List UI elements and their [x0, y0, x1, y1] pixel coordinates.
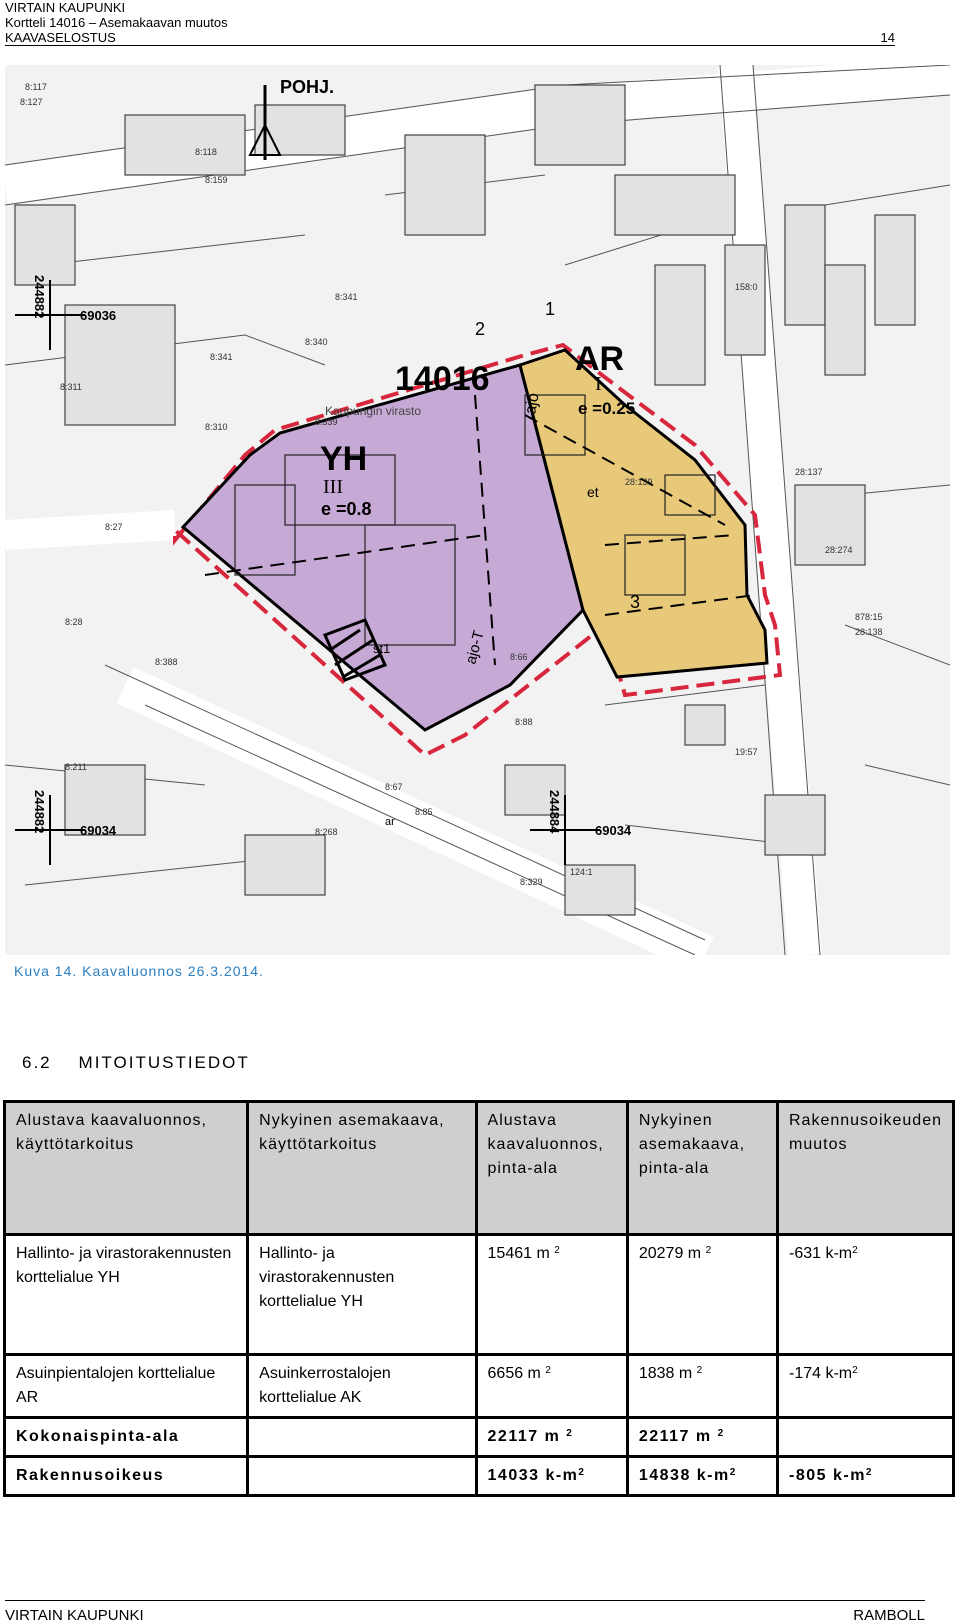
area-value: 1838 m [638, 1365, 693, 1382]
area-value: 20279 m [638, 1245, 702, 1262]
area-number-3: 3 [630, 592, 641, 612]
lot-label: 158:0 [735, 282, 758, 292]
table-cell: Asuinkerrostalojen korttelialue AK [248, 1355, 476, 1418]
lot-label: 8:339 [315, 417, 338, 427]
lot-label: 8:341 [335, 292, 358, 302]
unit-superscript: 2 [852, 1365, 858, 1376]
north-label: POHJ. [280, 77, 335, 97]
table-header: Nykyinen asemakaava, käyttötarkoitus [248, 1102, 476, 1235]
page-number: 14 [880, 30, 895, 45]
lot-label: 8:311 [60, 382, 82, 392]
total-rights-value: -805 k-m [789, 1467, 866, 1484]
total-rights-row [5, 1457, 954, 1496]
coord-tl-y: 69036 [80, 308, 117, 323]
lot-label: 8:127 [20, 97, 43, 107]
ar-floors: I [595, 373, 602, 395]
yh-floors: III [323, 476, 343, 498]
area-value: 15461 m [487, 1245, 550, 1262]
table-cell [627, 1235, 777, 1355]
page-footer [5, 1600, 925, 1624]
lot-label: 8:341 [210, 352, 233, 362]
unit-superscript: 2 [865, 1467, 873, 1478]
section-number: 6.2 [22, 1053, 52, 1072]
header-doc: KAAVASELOSTUS [5, 30, 116, 45]
et-label: et [587, 484, 599, 500]
section-heading [22, 1053, 250, 1073]
lot-label: 8:118 [195, 147, 217, 157]
table-cell: Asuinpientalojen korttelialue AR [5, 1355, 248, 1418]
footer-org: VIRTAIN KAUPUNKI [5, 1607, 144, 1624]
lot-label: 28:138 [855, 627, 883, 637]
ajo-label: ajo [522, 391, 543, 416]
office-label: Kaupungin virasto [325, 404, 422, 418]
lot-label: 8:268 [315, 827, 338, 837]
lot-label: 8:310 [205, 422, 228, 432]
table-cell [476, 1355, 627, 1418]
table-cell [248, 1418, 476, 1457]
road [5, 525, 175, 535]
table-cell [778, 1457, 954, 1496]
total-area-value: 22117 m [487, 1428, 561, 1445]
dimensions-table [3, 1100, 955, 1497]
lot-label: 8:211 [65, 762, 87, 772]
lot-label: 124:1 [570, 867, 593, 877]
total-rights-value: 14838 k-m [638, 1467, 730, 1484]
table-cell [476, 1235, 627, 1355]
section-title: MITOITUSTIEDOT [78, 1053, 250, 1072]
ar-efficiency: e =0.25 [578, 399, 636, 418]
lot-label: 8:159 [205, 175, 228, 185]
lot-label: 8:67 [385, 782, 403, 792]
rights-value: -174 k-m [789, 1365, 853, 1382]
lot-label: 28:274 [825, 545, 853, 555]
table-cell [778, 1355, 954, 1418]
unit-superscript: 2 [729, 1467, 737, 1478]
coord-tl-x: 244882 [32, 275, 47, 319]
area-number-2: 2 [475, 319, 486, 339]
ajo-t-label: ajo-T [462, 628, 488, 667]
zone-ar-label: AR [575, 340, 625, 378]
table-cell [627, 1418, 777, 1457]
lot-label: 8:117 [25, 82, 47, 92]
coord-br-y: 69034 [595, 823, 632, 838]
lot-label: 8:329 [520, 877, 543, 887]
table-header: Alustava kaavaluonnos, käyttötarkoitus [5, 1102, 248, 1235]
coord-bl-x: 244882 [32, 790, 47, 834]
total-rights-value: 14033 k-m [487, 1467, 579, 1484]
figure-caption: Kuva 14. Kaavaluonnos 26.3.2014. [14, 963, 264, 979]
yh-efficiency: e =0.8 [321, 499, 372, 519]
table-header: Nykyinen asemakaava, pinta-ala [627, 1102, 777, 1235]
table-cell [778, 1235, 954, 1355]
table-cell [627, 1457, 777, 1496]
total-area-label: Kokonaispinta-ala [5, 1418, 248, 1457]
unit-superscript: 2 [696, 1365, 703, 1376]
st-label: st1 [373, 641, 391, 656]
area-value: 6656 m [487, 1365, 541, 1382]
lot-label: 8:66 [510, 652, 528, 662]
zoning-map [5, 65, 950, 955]
table-row [5, 1355, 954, 1418]
block-number: 14016 [395, 360, 490, 398]
unit-superscript: 2 [705, 1245, 712, 1256]
total-rights-label: Rakennusoikeus [5, 1457, 248, 1496]
table-cell [627, 1355, 777, 1418]
unit-superscript: 2 [554, 1245, 560, 1256]
table-cell [778, 1418, 954, 1457]
lot-label: 8:340 [305, 337, 328, 347]
table-header-row [5, 1102, 954, 1235]
coord-bl-y: 69034 [80, 823, 117, 838]
table-cell: Hallinto- ja virastorakennusten korttelialue YH [5, 1235, 248, 1355]
ar-small-label: ar [385, 816, 395, 828]
total-area-row [5, 1418, 954, 1457]
header-org: VIRTAIN KAUPUNKI [5, 0, 126, 15]
lot-label: 28:139 [625, 477, 653, 487]
table-header: Alustava kaavaluonnos, pinta-ala [476, 1102, 627, 1235]
footer-company: RAMBOLL [853, 1607, 925, 1624]
table-cell [476, 1457, 627, 1496]
lot-label: 878:15 [855, 612, 883, 622]
lot-label: 28:137 [795, 467, 823, 477]
table-header: Rakennusoikeuden muutos [778, 1102, 954, 1235]
header-doc-line [5, 30, 895, 46]
unit-superscript: 2 [717, 1428, 725, 1439]
lot-label: 8:388 [155, 657, 178, 667]
lot-label: 8:85 [415, 807, 433, 817]
table-cell: Hallinto- ja virastorakennusten korttelialue YH [248, 1235, 476, 1355]
unit-superscript: 2 [545, 1365, 551, 1376]
unit-superscript: 2 [852, 1245, 858, 1256]
lot-label: 8:28 [65, 617, 83, 627]
lot-label: 8:27 [105, 522, 123, 532]
table-row [5, 1235, 954, 1355]
header-title: Kortteli 14016 – Asemakaavan muutos [5, 15, 228, 30]
lot-label: 19:57 [735, 747, 758, 757]
table-cell [476, 1418, 627, 1457]
coord-br-x: 244884 [547, 790, 562, 834]
page-header [5, 0, 895, 46]
total-area-value: 22117 m [638, 1428, 712, 1445]
unit-superscript: 2 [566, 1428, 574, 1439]
lot-label: 8:88 [515, 717, 533, 727]
zone-yh-label: YH [320, 440, 368, 478]
table-cell [248, 1457, 476, 1496]
rights-value: -631 k-m [789, 1245, 853, 1262]
unit-superscript: 2 [578, 1467, 586, 1478]
area-number-1: 1 [545, 299, 556, 319]
